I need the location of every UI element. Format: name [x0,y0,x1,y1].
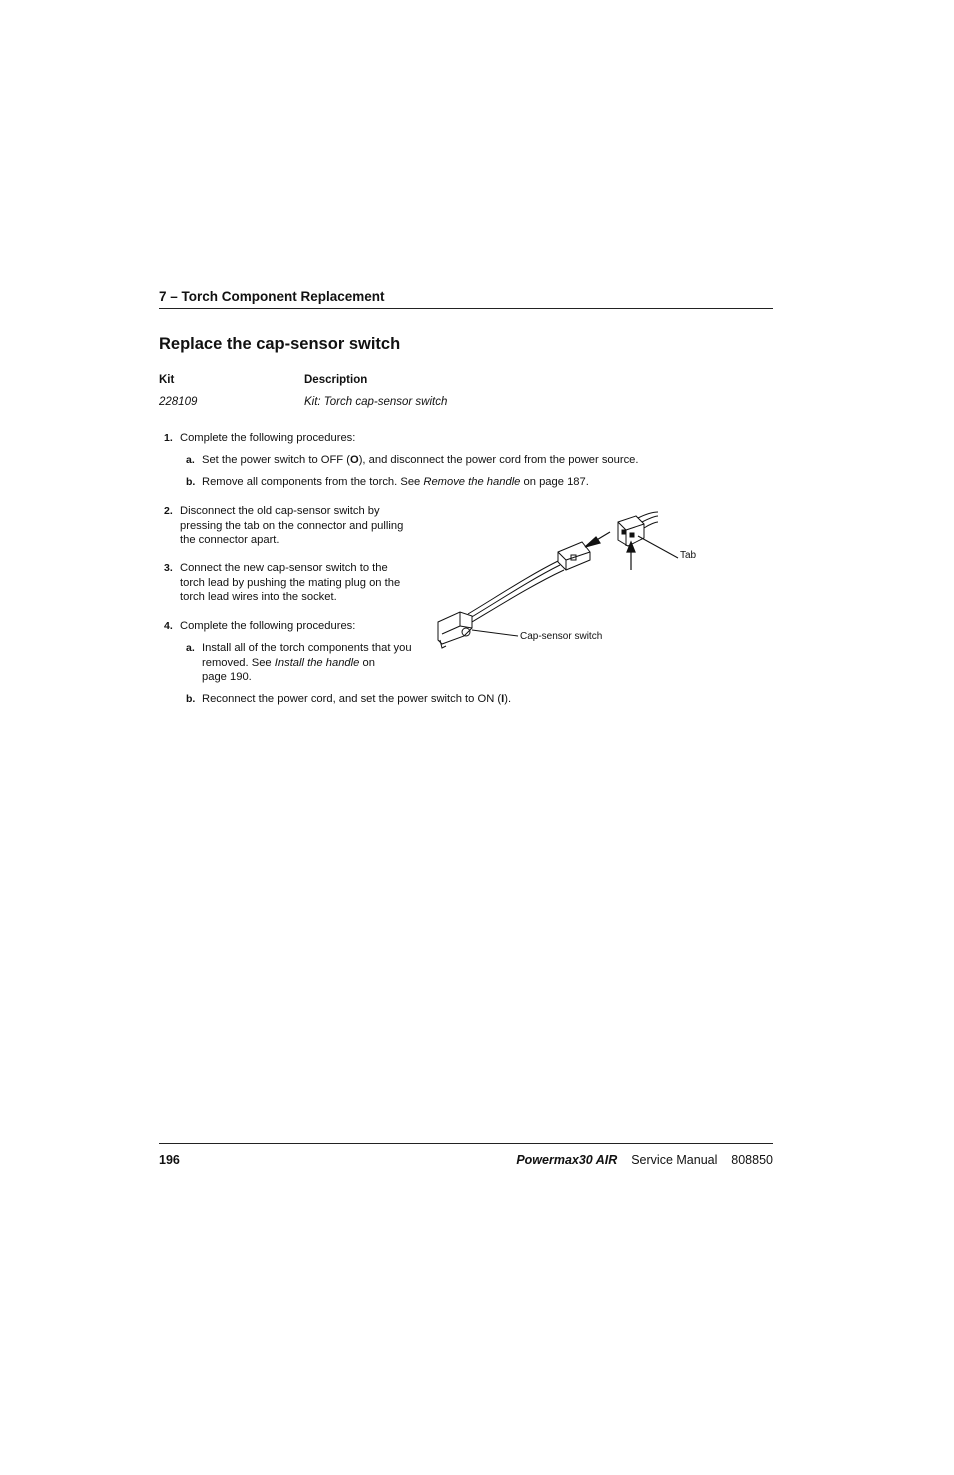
wire-2 [472,570,564,622]
switch-leader-line [472,630,518,636]
tab-leader-line [638,536,678,558]
section-title: Replace the cap-sensor switch [159,335,401,353]
kit-number: 228109 [159,396,198,408]
install-handle-link[interactable]: Install the handle [274,656,360,669]
step-4b-letter: b. [186,693,196,705]
wire-1 [470,565,560,618]
footer-rule [159,1143,773,1144]
header-rule [159,308,773,309]
step-2-number: 2. [164,505,173,517]
step-3-number: 3. [164,562,173,574]
step-4a-letter: a. [186,642,195,654]
step-1-number: 1. [164,432,173,444]
kit-column-header: Kit [159,374,175,386]
step-2-text: Disconnect the old cap-sensor switch by pressing the tab on the connector and pulling the connector apart. [180,505,404,547]
tab-callout: Tab [680,550,697,561]
step-1-text: Complete the following procedures: [180,432,356,444]
lead-wire-3 [644,522,658,528]
kit-description: Kit: Torch cap-sensor switch [304,396,448,408]
step-1a-text: Set the power switch to OFF (O), and disconnect the power cord from the power source. [202,454,639,466]
cap-sensor-switch-callout: Cap-sensor switch [520,631,603,642]
remove-handle-link[interactable]: Remove the handle [423,476,521,488]
step-1b-letter: b. [186,476,196,488]
step-1b-text: Remove all components from the torch. See Remove the handle on page 187. [202,476,589,488]
footer-info: Powermax30 AIR Service Manual 808850 [516,1153,773,1167]
cap-sensor-switch-illustration [430,500,730,670]
description-column-header: Description [304,374,368,386]
pull-apart-arrow [585,537,600,547]
step-4-number: 4. [164,620,173,632]
step-4a-text: Install all of the torch components that you removed. See Install the handle on page 190. [202,642,412,684]
chapter-header: 7 – Torch Component Replacement [159,289,385,304]
wire-3 [468,561,558,614]
step-1a-letter: a. [186,454,195,466]
lead-wire-1 [638,512,658,518]
step-3-text: Connect the new cap-sensor switch to the torch lead by pushing the mating plug on the torch lead wires into the socket. [180,562,401,604]
step-4b-text: Reconnect the power cord, and set the power switch to ON (I). [202,693,512,705]
lead-wire-2 [642,516,658,522]
step-4-text: Complete the following procedures: [180,620,356,632]
page-number: 196 [159,1153,180,1167]
